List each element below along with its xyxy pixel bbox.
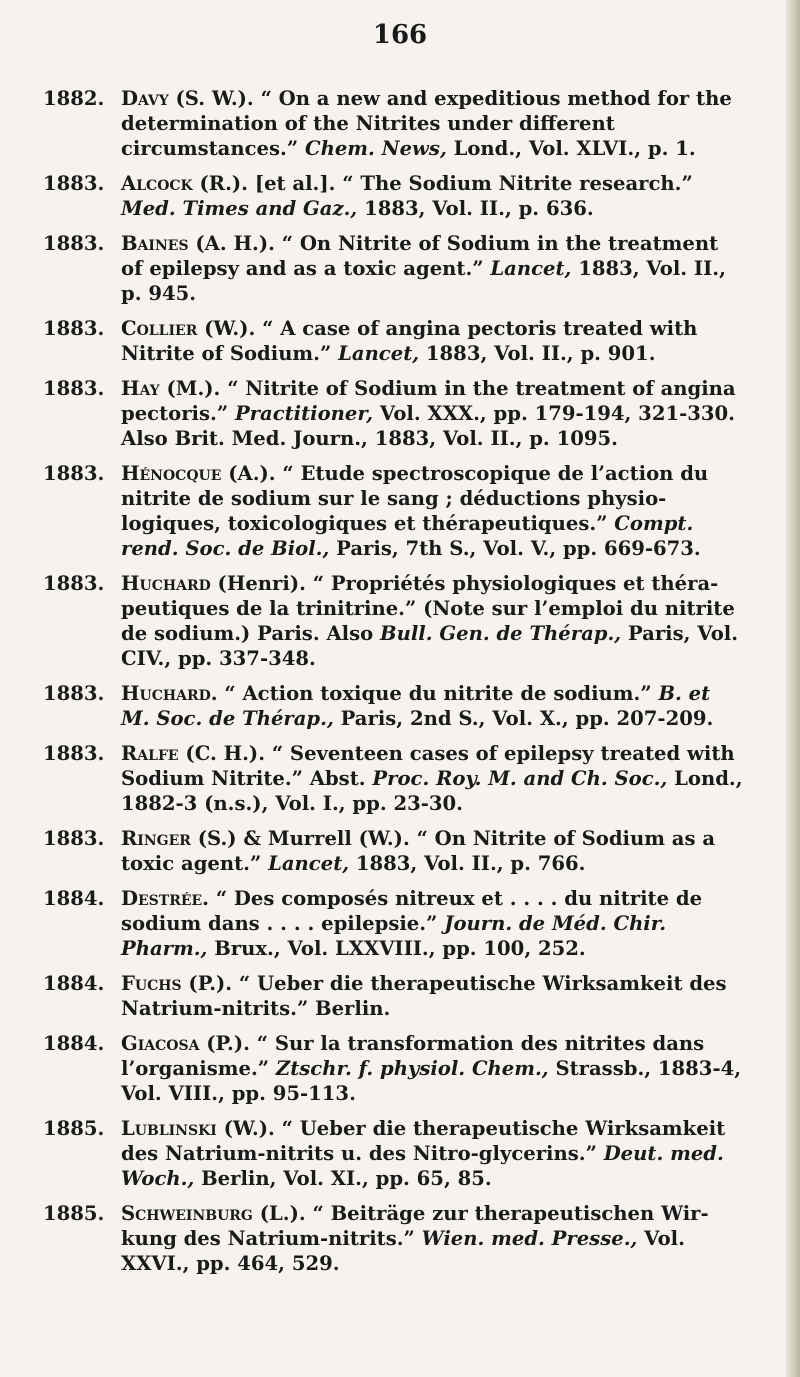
entry-text: (A. H.). “ On Nitrite of Sodium in the treatment of epilepsy and as a toxic agent.” <box>121 232 719 280</box>
entry-year: 1884. <box>43 887 105 910</box>
bibliography-entry <box>43 886 743 961</box>
entry-text: (W.). “ Ueber die therapeutische Wirksamkeit des Natrium-nitrits u. des Nitro-glycerins.” <box>121 1117 726 1165</box>
entry-author: Schweinburg <box>121 1202 253 1225</box>
bibliography-entry <box>43 376 743 451</box>
entry-tail: Vol. XXVI., pp. 464, 529. <box>121 1227 685 1275</box>
entry-author: Huchard <box>121 572 211 595</box>
entry-tail: Brux., Vol. LXXVIII., pp. 100, 252. <box>207 937 586 960</box>
bibliography-entry <box>43 316 743 366</box>
bibliography-entry <box>43 461 743 561</box>
entry-author: Ralfe <box>121 742 179 765</box>
entry-text: (S. W.). “ On a new and expeditious method for the determination of the Nitrites under different circumstances.” <box>121 87 732 160</box>
entry-year: 1883. <box>43 172 105 195</box>
entry-year: 1884. <box>43 1032 105 1055</box>
bibliography-entry <box>43 571 743 671</box>
bibliography-entry <box>43 86 743 161</box>
entry-tail: Vol. XXX., pp. 179-194, 321-330. Also Brit. Med. Journ., 1883, Vol. II., p. 1095. <box>121 402 735 450</box>
entry-year: 1883. <box>43 377 105 400</box>
entry-text: (C. H.). “ Seventeen cases of epilepsy treated with Sodium Nitrite.” Abst. <box>121 742 735 790</box>
entry-tail: Paris, 2nd S., Vol. X., pp. 207-209. <box>333 707 714 730</box>
entry-source: B. et M. Soc. de Thérap., <box>121 682 711 730</box>
bibliography-entry <box>43 741 743 816</box>
entry-source: Med. Times and Gaz., <box>121 197 358 220</box>
entry-year: 1883. <box>43 682 105 705</box>
bibliography-entry <box>43 1201 743 1276</box>
entry-source: Journ. de Méd. Chir. Pharm., <box>121 912 667 960</box>
entry-source: Deut. med. Woch., <box>121 1142 724 1190</box>
entry-author: Ringer <box>121 827 191 850</box>
entry-author: Giacosa <box>121 1032 200 1055</box>
entry-tail: 1883, Vol. II., p. 766. <box>349 852 586 875</box>
bibliography-entry <box>43 1031 743 1106</box>
entry-source: Proc. Roy. M. and Ch. Soc., <box>372 767 668 790</box>
entry-tail: 1883, Vol. II., p. 636. <box>357 197 594 220</box>
entry-year: 1883. <box>43 572 105 595</box>
entry-tail: Lond., Vol. XLVI., p. 1. <box>446 137 696 160</box>
entry-tail: Berlin, Vol. XI., pp. 65, 85. <box>194 1167 492 1190</box>
entry-text: “ Action toxique du nitrite de sodium.” <box>217 682 659 705</box>
entry-year: 1884. <box>43 972 105 995</box>
entry-source: Chem. News, <box>304 137 447 160</box>
entry-author: Davy <box>121 87 169 110</box>
bibliography-list <box>43 86 743 1286</box>
entry-tail: 1883, Vol. II., p. 901. <box>419 342 656 365</box>
entry-year: 1883. <box>43 462 105 485</box>
bibliography-entry <box>43 171 743 221</box>
entry-author: Huchard. <box>121 682 218 705</box>
entry-tail: 1883, Vol. II., p. 945. <box>121 257 726 305</box>
entry-source: Practitioner, <box>234 402 374 425</box>
entry-source: Lancet, <box>490 257 572 280</box>
bibliography-entry <box>43 1116 743 1191</box>
entry-author: Hénocque <box>121 462 222 485</box>
entry-source: Lancet, <box>268 852 350 875</box>
entry-year: 1883. <box>43 827 105 850</box>
entry-text: (P.). “ Sur la transformation des nitrites dans l’organisme.” <box>121 1032 705 1080</box>
entry-author: Alcock <box>121 172 193 195</box>
bibliography-entry <box>43 971 743 1021</box>
entry-year: 1883. <box>43 742 105 765</box>
entry-year: 1885. <box>43 1202 105 1225</box>
entry-tail: Strassb., 1883-4, Vol. VIII., pp. 95-113. <box>121 1057 742 1105</box>
entry-author: Destrée. <box>121 887 209 910</box>
bibliography-entry <box>43 231 743 306</box>
entry-source: Bull. Gen. de Thérap., <box>380 622 622 645</box>
entry-year: 1883. <box>43 317 105 340</box>
entry-tail: Paris, Vol. CIV., pp. 337-348. <box>121 622 739 670</box>
entry-author: Baines <box>121 232 189 255</box>
entry-text: (A.). “ Etude spectroscopique de l’action du nitrite de sodium sur le sang ; déductions physio-logiques, toxicologiques et thérapeutiques.” <box>121 462 709 535</box>
entry-year: 1883. <box>43 232 105 255</box>
entry-tail: Lond., 1882-3 (n.s.), Vol. I., pp. 23-30. <box>121 767 743 815</box>
entry-author: Hay <box>121 377 160 400</box>
entry-text: (S.) & Murrell (W.). “ On Nitrite of Sodium as a toxic agent.” <box>121 827 716 875</box>
page-number: 166 <box>372 20 428 50</box>
entry-text: (Henri). “ Propriétés physiologiques et théra-peutiques de la trinitrine.” (Note sur l’emploi du nitrite de sodium.) Paris. Also <box>121 572 735 645</box>
entry-text: “ Des composés nitreux et . . . . du nitrite de sodium dans . . . . epilepsie.” <box>121 887 703 935</box>
entry-author: Fuchs <box>121 972 182 995</box>
entry-source: Lancet, <box>338 342 420 365</box>
entry-year: 1882. <box>43 87 105 110</box>
entry-year: 1885. <box>43 1117 105 1140</box>
entry-text: (M.). “ Nitrite of Sodium in the treatment of angina pectoris.” <box>121 377 736 425</box>
entry-text: (W.). “ A case of angina pectoris treated with Nitrite of Sodium.” <box>121 317 698 365</box>
entry-tail: Paris, 7th S., Vol. V., pp. 669-673. <box>329 537 701 560</box>
entry-author: Lublinski <box>121 1117 217 1140</box>
entry-text: (L.). “ Beiträge zur therapeutischen Wir-kung des Natrium-nitrits.” <box>121 1202 709 1250</box>
entry-text: (P.). “ Ueber die therapeutische Wirksamkeit des Natrium-nitrits.” Berlin. <box>121 972 727 1020</box>
entry-source: Wien. med. Presse., <box>421 1227 638 1250</box>
entry-author: Collier <box>121 317 198 340</box>
entry-source: Compt. rend. Soc. de Biol., <box>121 512 694 560</box>
entry-text: (R.). [et al.]. “ The Sodium Nitrite research.” <box>192 172 693 195</box>
page-edge <box>786 0 800 1377</box>
entry-source: Ztschr. f. physiol. Chem., <box>275 1057 549 1080</box>
bibliography-entry <box>43 826 743 876</box>
bibliography-entry <box>43 681 743 731</box>
